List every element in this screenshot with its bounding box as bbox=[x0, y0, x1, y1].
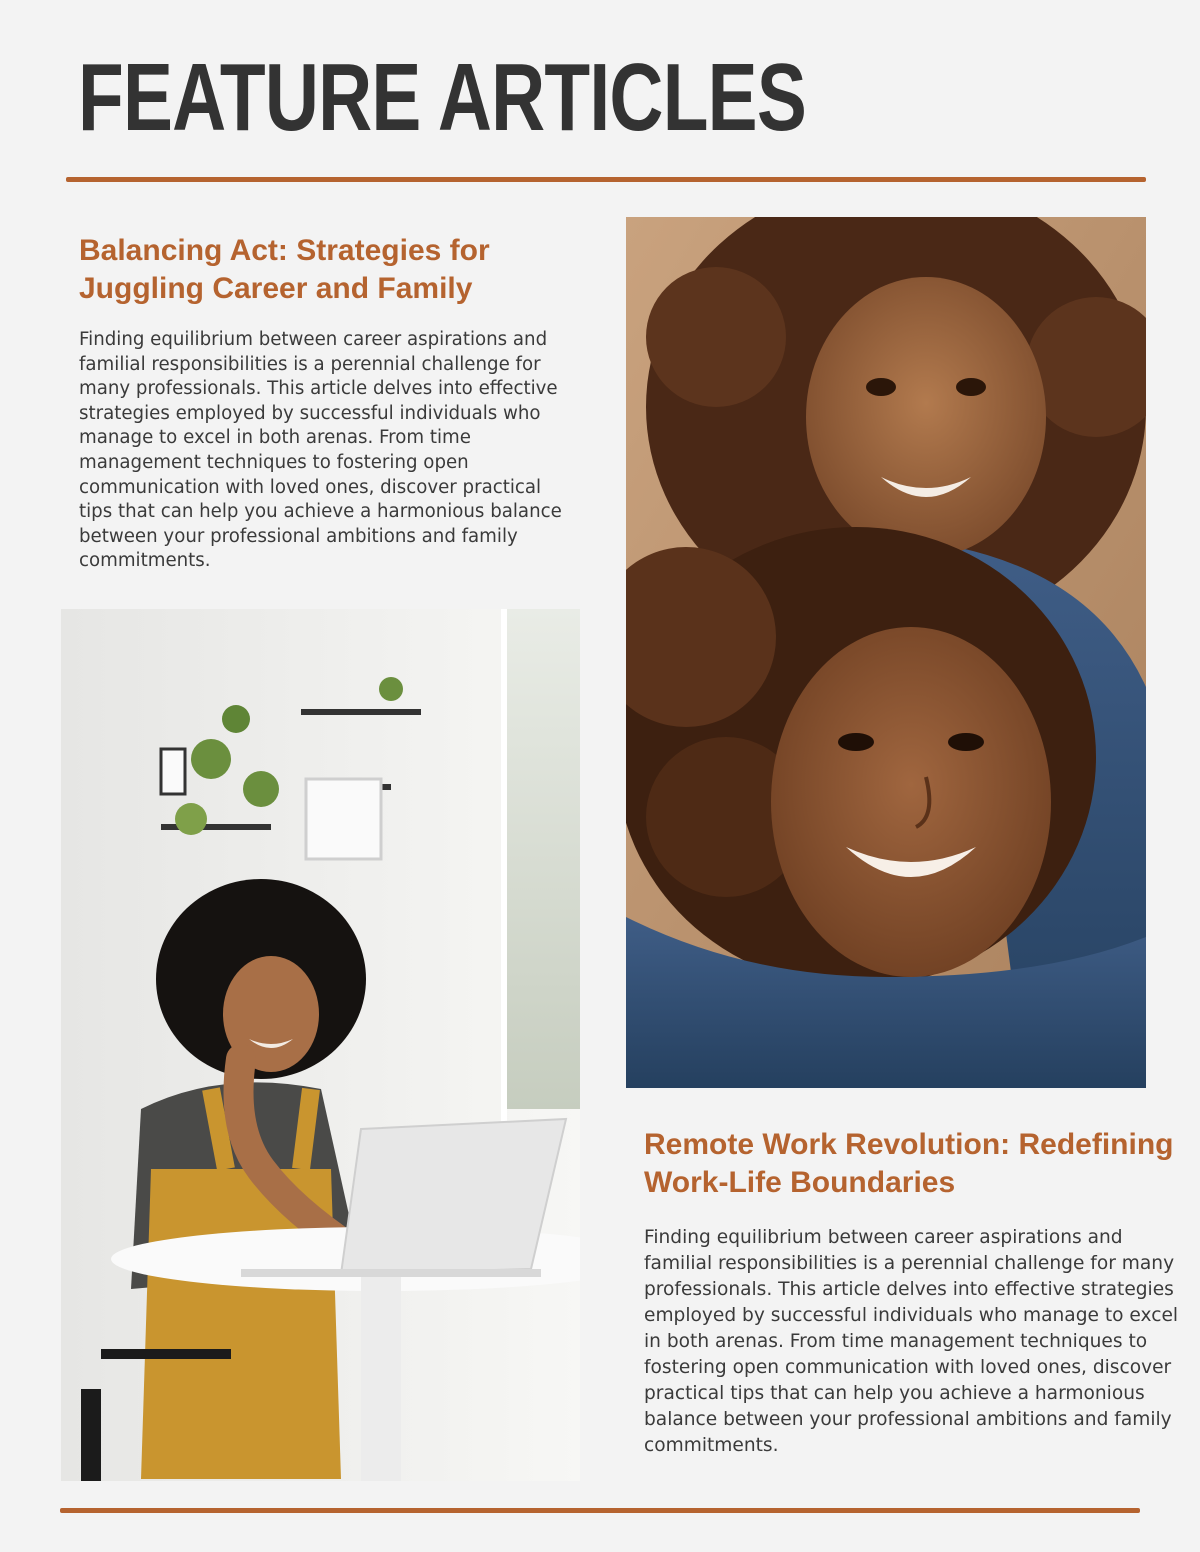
article-1-title: Balancing Act: Strategies for Juggling Career and Family bbox=[79, 234, 490, 305]
mother-daughter-photo bbox=[626, 217, 1146, 1088]
article-1-body: Finding equilibrium between career aspirations and familial responsibilities is a perennial challenge for many professionals. This article delves into effective strategies employed by successful individuals who manage to excel in both arenas. From time management techniques to fostering open communication with loved ones, discover practical tips that can help you achieve a harmonious balance between your professional ambitions and family commitments. bbox=[79, 329, 562, 572]
page-title: FEATURE ARTICLES bbox=[78, 44, 806, 151]
top-divider bbox=[66, 177, 1146, 182]
article-2-title: Remote Work Revolution: Redefining Work-Life Boundaries bbox=[644, 1128, 1174, 1199]
woman-laptop-photo bbox=[61, 609, 580, 1481]
article-2-body: Finding equilibrium between career aspirations and familial responsibilities is a perennial challenge for many professionals. This article delves into effective strategies employed by successful individuals who manage to excel in both arenas. From time management techniques to fostering open communication with loved ones, discover practical tips that can help you achieve a harmonious balance between your professional ambitions and family commitments. bbox=[644, 1227, 1179, 1456]
bottom-divider bbox=[60, 1508, 1140, 1513]
